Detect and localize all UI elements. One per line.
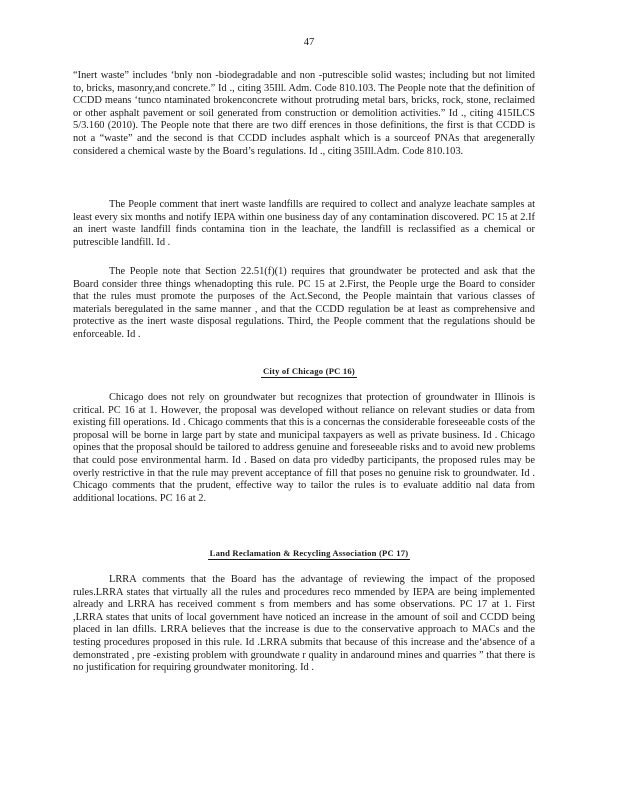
page-number: 47 (303, 37, 315, 48)
paragraph-section-22-51: The People note that Section 22.51(f)(1) requires that groundwater be protected and ask that the Board consider three things whenadopting this rule. PC 15 at 2.First, the People urge the Board to consider that the rules must promote the purposes of the Act.Second, the People maintain that various classes of materials beregulated in the same manner , and that the CCDD regulation be at least as comprehensive and protective as the inert waste disposal regulations. Third, the People comment that the regulations should be enforceable. Id . (73, 266, 535, 340)
paragraph-leachate: The People comment that inert waste landfills are required to collect and analyze leachate samples at least every six months and notify IEPA within one business day of any contamination discovered. PC 15 at 2.If an inert waste landfill finds contamina tion in the leachate, the landfill is reclassified as a chemical or putrescible landfill. Id . (73, 199, 535, 248)
section-heading-chicago (0, 366, 618, 377)
paragraph-lrra: LRRA comments that the Board has the advantage of reviewing the impact of the proposed rules.LRRA states that virtually all the rules and procedures reco mmended by IEPA are being implemented already and LRRA has received comment s from members and has some observations. PC 17 at 1. First ,LRRA states that units of local government have noticed an increase in the amount of soil and CCDD being placed in lan dfills. LRRA believes that the increase is due to the conservative approach to MACs and the testing procedures proposed in this rule. Id .LRRA submits that because of this increase and the‘absence of a demonstrated , pre -existing problem with groundwate r quality in andaround mines and quarries ” that there is no justification for requiring groundwater monitoring. Id . (73, 574, 535, 674)
paragraph-chicago: Chicago does not rely on groundwater but recognizes that protection of groundwater in Illinois is critical. PC 16 at 1. However, the proposal was developed without reliance on relevant studies or data from existing fill operations. Id . Chicago comments that this is a concernas the considerable foreseeable costs of the proposal will be borne in large part by state and municipal taxpayers as well as private business. Id . Chicago opines that the proposal should be tailored to address genuine and foreseeable risks and to avoid new problems that could pose environmental harm. Id . Based on data pro videdby participants, the proposed rules may be overly restrictive in that the rule may prevent acceptance of fill that poses no genuine risk to groundwater. Id . Chicago comments that the prudent, effective way to tailor the rules is to evaluate additio nal data from additional locations. PC 16 at 2. (73, 392, 535, 504)
section-heading-lrra-text: Land Reclamation & Recycling Association (PC 17) (209, 548, 409, 558)
paragraph-inert-waste: “Inert waste” includes ‘bnly non -biodegradable and non -putrescible solid wastes; including but not limited to, bricks, masonry,and concrete.” Id ., citing 35Ill. Adm. Code 810.103. The People note that the definition of CCDD means ‘tunco ntaminated brokenconcrete without protruding metal bars, bricks, rock, stone, reclaimed or other asphalt pavement or soil generated from construction or demolition activities.” Id ., citing 415ILCS 5/3.160 (2010). The People note that there are two diff erences in those definitions, the first is that CCDD is not a “waste” and the second is that CCDD includes asphalt which is a sourceof PNAs that aregenerally considered a chemical waste by the Board’s regulations. Id ., citing 35Ill.Adm. Code 810.103. (73, 70, 535, 157)
section-heading-chicago-text: City of Chicago (PC 16) (263, 366, 355, 376)
section-heading-lrra (0, 548, 618, 559)
